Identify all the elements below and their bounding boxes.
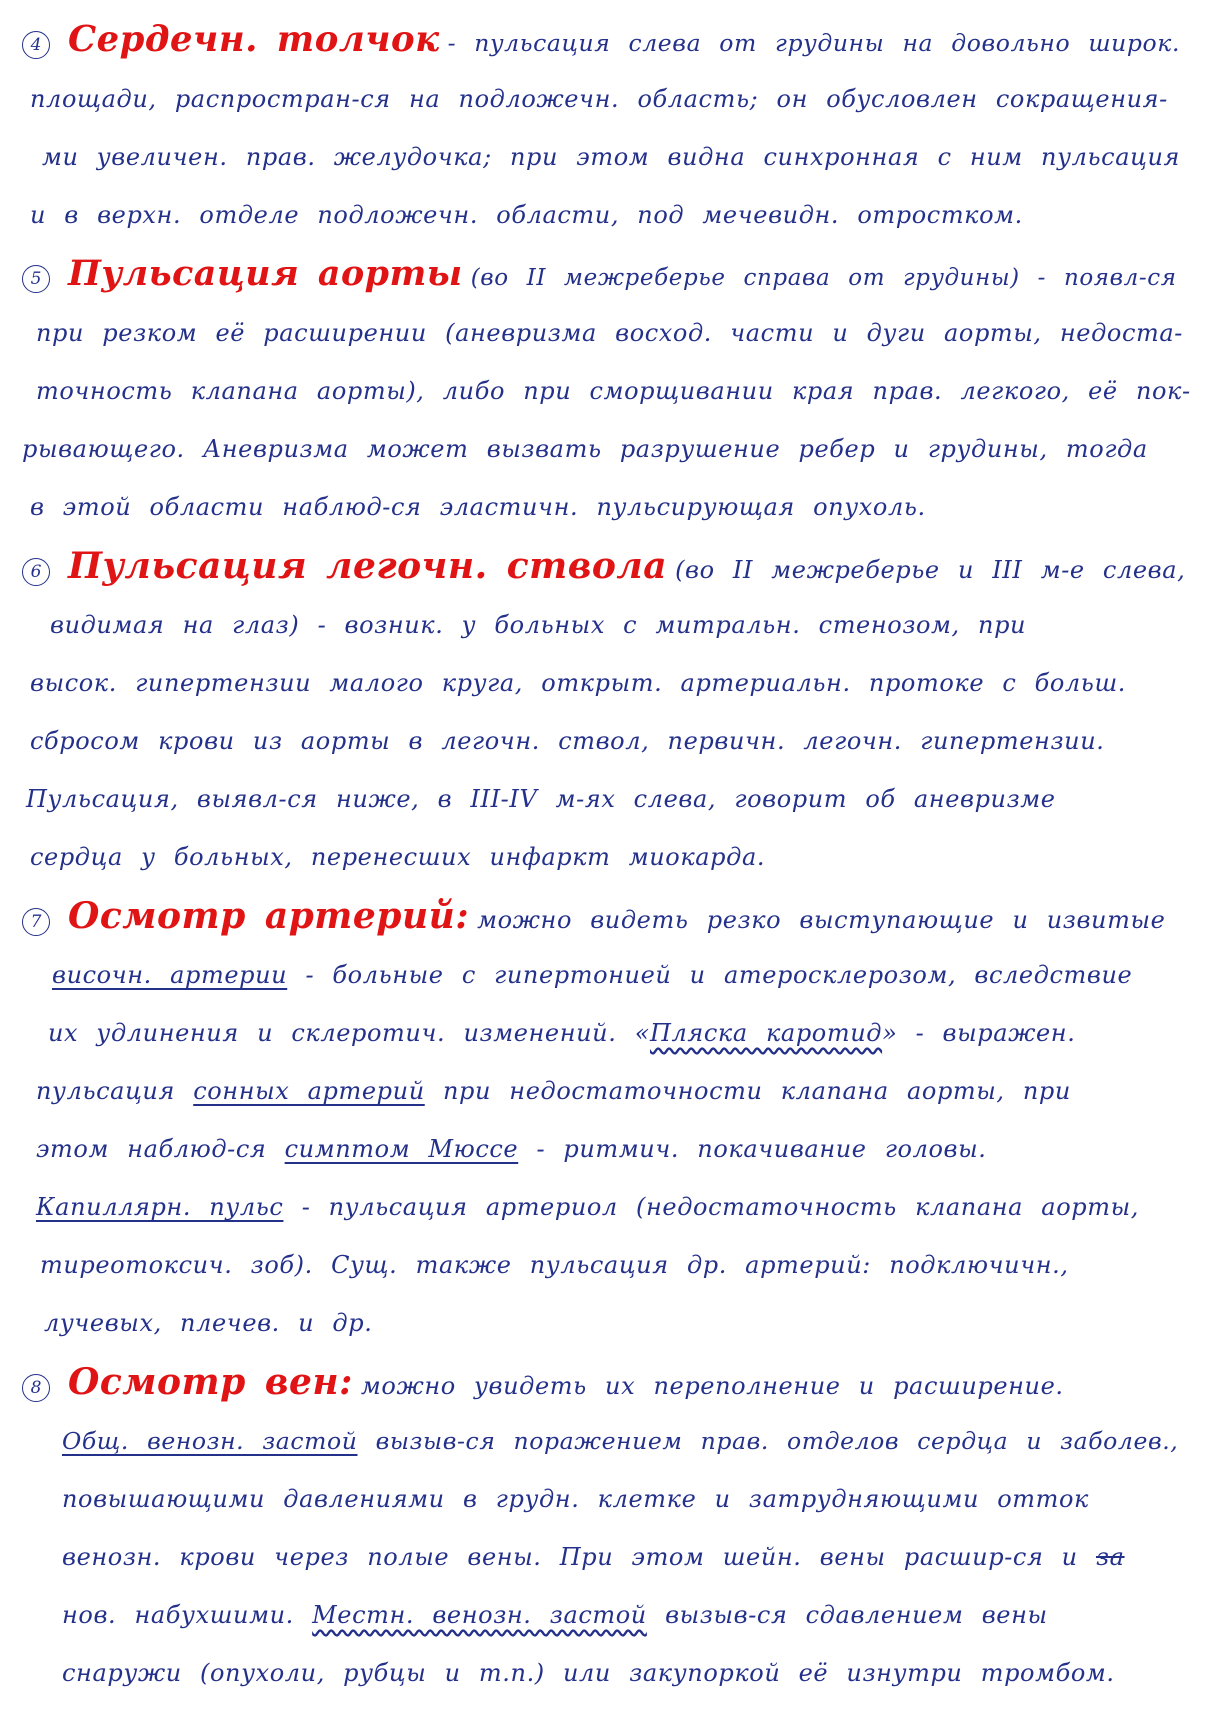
section-cardiac-impulse	[22, 10, 1191, 244]
text-fragment: вызыв-ся сдавлением вены	[665, 1601, 1048, 1629]
underlined-term: Местн. венозн. застой	[312, 1601, 647, 1629]
underlined-term: симптом Мюссе	[284, 1135, 519, 1163]
text-fragment: - пульсация артериол (недостаточность клапана аорты,	[301, 1193, 1139, 1221]
underlined-term: Капиллярн. пульс	[36, 1193, 284, 1221]
text-line: точность клапана аорты), либо при сморщивании края прав. легкого, её пок-	[36, 377, 1191, 405]
text-line: сбросом крови из аорты в легочн. ствол, первичн. легочн. гипертензии.	[30, 727, 1105, 755]
text-line: лучевых, плечев. и др.	[44, 1309, 373, 1337]
section-first-line	[22, 1352, 1191, 1412]
text-line: снаружи (опухоли, рубцы и т.п.) или закупоркой её изнутри тромбом.	[62, 1659, 1115, 1687]
section-first-line	[22, 10, 1191, 70]
text-line	[22, 1412, 1191, 1470]
section-number: 7	[22, 908, 50, 936]
text-line	[22, 1586, 1191, 1644]
text-line: в этой области наблюд-ся эластичн. пульсирующая опухоль.	[30, 493, 926, 521]
text-fragment: (во II межреберье справа от грудины) - появл-ся	[470, 265, 1177, 291]
text-fragment: нов. набухшими.	[62, 1601, 294, 1629]
underlined-term: сонных артерий	[193, 1077, 425, 1105]
text-line: видимая на глаз) - возник. у больных с митральн. стенозом, при	[50, 611, 1027, 639]
section-heading: Пульсация аорты	[68, 253, 463, 294]
section-heading: Осмотр артерий:	[68, 895, 470, 937]
section-heading: Осмотр вен:	[68, 1361, 353, 1403]
text-fragment: при недостаточности клапана аорты, при	[442, 1077, 1071, 1105]
text-fragment: (во II межреберье и III м-е слева,	[675, 556, 1186, 584]
underlined-term: Общ. венозн. застой	[62, 1427, 358, 1455]
underlined-term: Пляска каротид	[649, 1019, 883, 1047]
text-fragment: вызыв-ся поражением прав. отделов сердца и заболев.,	[375, 1427, 1179, 1455]
section-number: 4	[22, 31, 50, 59]
text-fragment: - больные с гипертонией и атеросклерозом, вследствие	[305, 961, 1133, 989]
text-fragment: можно видеть резко выступающие и извитые	[477, 906, 1166, 934]
text-line: высок. гипертензии малого круга, открыт. артериальн. протоке с больш.	[30, 669, 1127, 697]
text-fragment: пульсация	[36, 1077, 175, 1105]
text-fragment: их удлинения и склеротич. изменений. «	[48, 1019, 650, 1047]
text-fragment: этом наблюд-ся	[36, 1135, 267, 1163]
text-line: при резком её расширении (аневризма восход. части и дуги аорты, недоста-	[36, 319, 1183, 347]
section-first-line	[22, 536, 1191, 596]
section-heading: Сердечн. толчок	[68, 19, 440, 60]
section-aorta-pulsation	[22, 244, 1191, 536]
text-line: тиреотоксич. зоб). Сущ. также пульсация др. артерий: подключичн.,	[40, 1251, 1069, 1279]
text-line: площади, распростран-ся на подложечн. область; он обусловлен сокращения-	[30, 85, 1168, 113]
section-number: 5	[22, 265, 50, 293]
text-line	[22, 1178, 1191, 1236]
text-line	[22, 1062, 1191, 1120]
section-heading: Пульсация легочн. ствола	[68, 545, 668, 587]
section-first-line	[22, 886, 1191, 946]
text-line: рывающего. Аневризма может вызвать разрушение ребер и грудины, тогда	[22, 435, 1148, 463]
text-fragment: венозн. крови через полые вены. При этом шейн. вены расшир-ся и	[62, 1543, 1078, 1571]
text-fragment: - ритмич. покачивание головы.	[536, 1135, 987, 1163]
section-number: 6	[22, 558, 50, 586]
text-fragment: - пульсация слева от грудины на довольно широк.	[447, 29, 1181, 57]
section-veins-examination	[22, 1352, 1191, 1702]
text-line: сердца у больных, перенесших инфаркт миокарда.	[30, 843, 766, 871]
underlined-term: височн. артерии	[52, 961, 288, 989]
text-line: и в верхн. отделе подложечн. области, под мечевидн. отростком.	[30, 201, 1023, 229]
text-line	[22, 946, 1191, 1004]
section-arteries-examination	[22, 886, 1191, 1352]
text-line: ми увеличен. прав. желудочка; при этом видна синхронная с ним пульсация	[42, 143, 1181, 171]
text-line	[22, 1004, 1191, 1062]
section-number: 8	[22, 1374, 50, 1402]
text-line	[22, 1120, 1191, 1178]
struck-out-text: за	[1095, 1543, 1125, 1571]
section-first-line	[22, 244, 1191, 304]
text-fragment: можно увидеть их переполнение и расширение.	[360, 1372, 1064, 1400]
text-line: повышающими давлениями в грудн. клетке и затрудняющими отток	[62, 1485, 1089, 1513]
text-line	[22, 1528, 1191, 1586]
text-fragment: » - выражен.	[882, 1019, 1076, 1047]
text-line: Пульсация, выявл-ся ниже, в III-IV м-ях слева, говорит об аневризме	[26, 785, 1056, 813]
section-pulmonary-trunk-pulsation	[22, 536, 1191, 886]
